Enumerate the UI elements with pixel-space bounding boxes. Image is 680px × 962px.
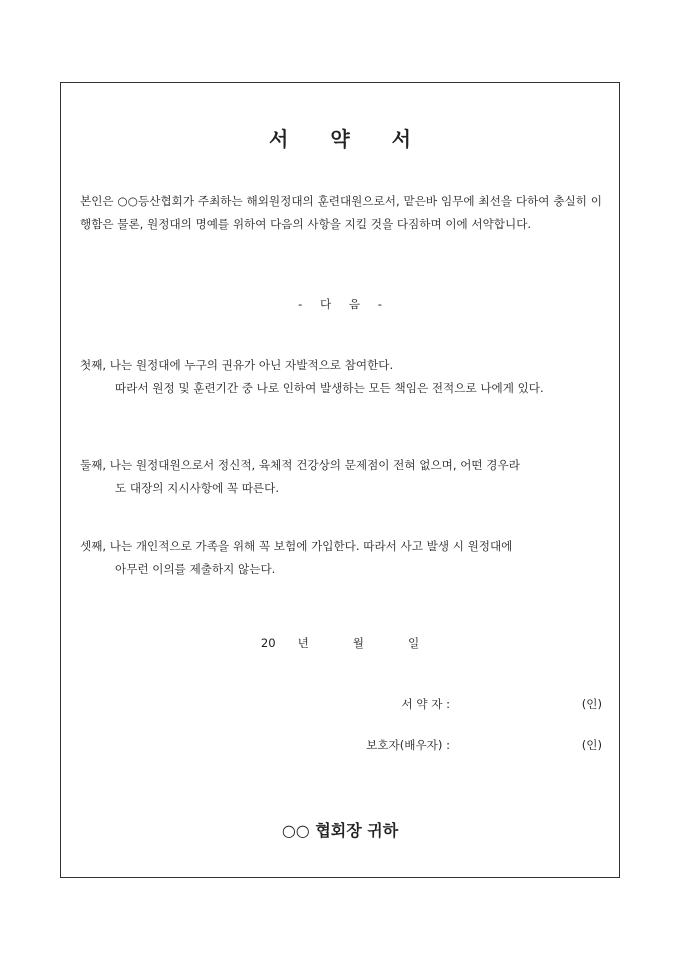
pledge-item-2-line: 둘째, 나는 원정대원으로서 정신적, 육체적 건강상의 문제점이 전혀 없으며, 어떤 경우라 [80,458,520,472]
note-heading: - 다 음 - [298,297,382,311]
pledge-item-3 [80,535,602,581]
date-line [0,635,680,651]
date-year-prefix: 20 [260,636,276,650]
guardian-label: 보호자(배우자) : [366,738,450,752]
signer-seal-mark: (인) [581,697,602,711]
pledge-item-1-continuation: 따라서 원정 및 훈련기간 중 나로 인하여 발생하는 모든 책임은 전적으로 나에게 있다. [115,381,544,395]
document-title [0,123,680,152]
addressee: ○○ 협회장 귀하 [281,821,399,840]
pledge-item-1-line: 첫째, 나는 원정대에 누구의 권유가 아닌 자발적으로 참여한다. [80,358,394,372]
pledge-item-1 [80,354,602,400]
pledge-item-2 [80,454,602,500]
date-month: 월 [352,636,364,650]
intro-paragraph: 본인은 ○○등산협회가 주최하는 해외원정대의 훈련대원으로서, 맡은바 임무에 최선을 다하여 충실히 이행함은 물론, 원정대의 명예를 위하여 다음의 사항을 지킬 것을 다짐하며 이에 서약합니다. [80,194,602,231]
date-day: 일 [407,636,420,650]
pledge-item-3-line: 셋째, 나는 개인적으로 가족을 위해 꼭 보험에 가입한다. 따라서 사고 발생 시 원정대에 [80,539,513,553]
guardian-seal-mark: (인) [581,738,602,752]
title-char-3: 서 [391,127,411,151]
pledge-item-3-continuation: 아무런 이의를 제출하지 않는다. [115,562,276,576]
title-char-2: 약 [330,127,350,151]
pledge-item-2-continuation: 도 대장의 지시사항에 꼭 따른다. [115,481,280,495]
date-year: 년 [297,636,309,650]
title-char-1: 서 [269,127,289,151]
signer-label: 서 약 자 : [401,697,450,711]
